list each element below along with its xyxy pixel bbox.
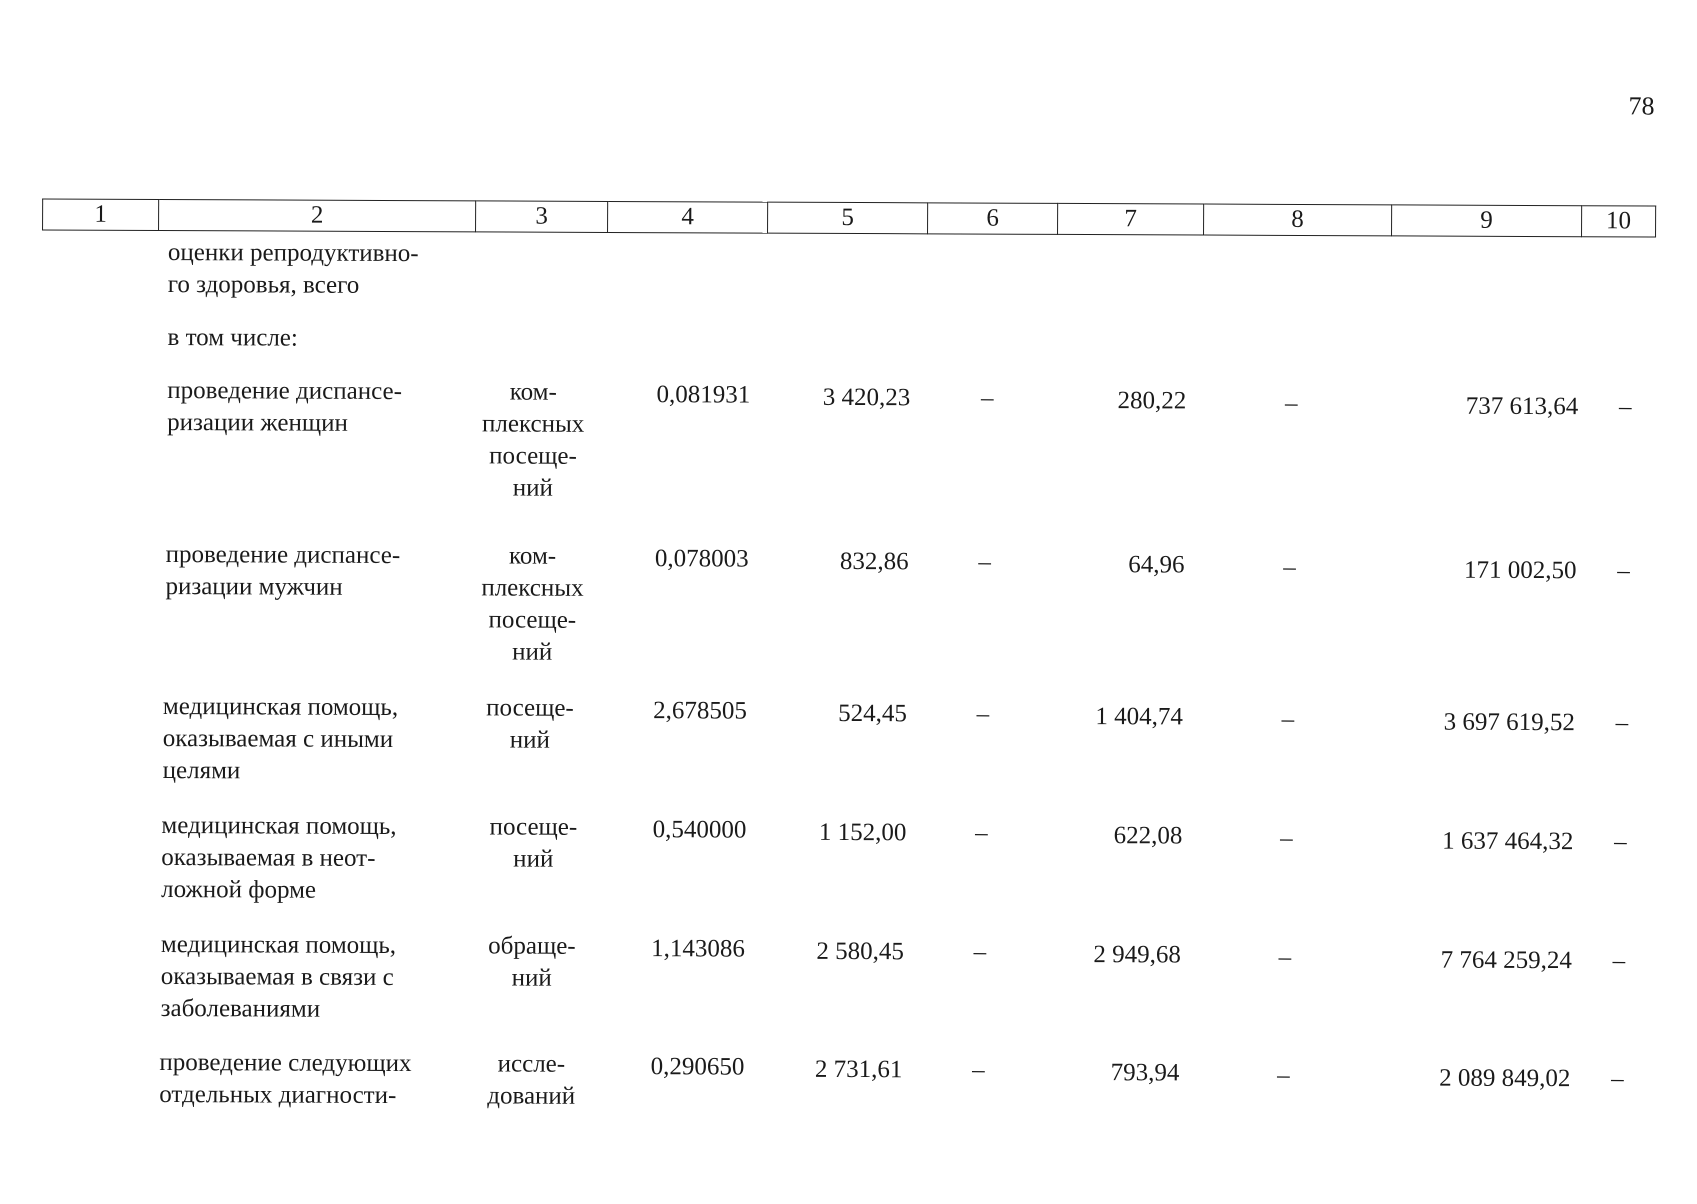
column-header: 3 [476, 201, 608, 233]
column-header: 1 [43, 199, 159, 231]
row-value-col5: 2 580,45 [816, 937, 904, 966]
row-value-col10: – [1618, 393, 1632, 421]
row-value-col7: 793,94 [1110, 1059, 1180, 1087]
row-description: проведение диспансе- ризации мужчин [165, 541, 401, 601]
row-value-col4: 2,678505 [653, 697, 748, 725]
column-header: 8 [1204, 204, 1392, 236]
column-header: 6 [928, 203, 1058, 235]
column-header: 9 [1392, 205, 1582, 237]
row-unit: обраще- ний [488, 932, 576, 992]
row-value-col9: 3 697 619,52 [1443, 708, 1575, 737]
row-description: медицинская помощь, оказываемая в неот- ложной форме [161, 812, 397, 904]
row-value-col9: 1 637 464,32 [1442, 827, 1574, 856]
row-value-col9: 2 089 849,02 [1439, 1064, 1571, 1093]
row-value-col7: 64,96 [1128, 551, 1185, 579]
section-title-line: оценки репродуктивно- [167, 239, 419, 268]
row-value-col8: – [1283, 553, 1296, 581]
subheading: в том числе: [167, 324, 298, 352]
row-value-col7: 280,22 [1117, 387, 1187, 415]
column-header: 10 [1582, 206, 1656, 237]
row-value-col4: 0,078003 [654, 545, 749, 573]
row-value-col8: – [1281, 705, 1295, 733]
row-description: проведение диспансе- ризации женщин [167, 377, 403, 437]
row-value-col6: – [972, 1056, 985, 1084]
row-value-col9: 737 613,64 [1465, 392, 1579, 421]
row-value-col10: – [1615, 709, 1629, 737]
row-unit: иссле- дований [487, 1050, 576, 1110]
column-header: 4 [608, 201, 768, 233]
row-value-col8: – [1280, 824, 1293, 852]
row-value-col6: – [975, 819, 988, 847]
row-value-col10: – [1611, 1065, 1624, 1093]
row-value-col8: – [1277, 1061, 1290, 1089]
row-value-col7: 622,08 [1113, 822, 1183, 850]
row-description: проведение следующих отдельных диагности- [159, 1049, 412, 1110]
row-value-col5: 832,86 [839, 547, 909, 576]
row-value-col6: – [973, 938, 987, 966]
row-value-col5: 1 152,00 [818, 818, 907, 847]
row-value-col6: – [976, 700, 990, 728]
row-description: медицинская помощь, оказываемая с иными целями [162, 693, 399, 785]
row-value-col6: – [978, 548, 991, 576]
column-header-row [42, 198, 1656, 237]
row-value-col5: 2 731,61 [814, 1055, 903, 1084]
row-unit: ком- плексных посеще- ний [481, 542, 584, 666]
row-unit: посеще- ний [486, 694, 574, 754]
row-value-col10: – [1612, 947, 1626, 975]
row-value-col4: 1,143086 [651, 935, 745, 963]
row-value-col10: – [1614, 828, 1627, 856]
row-value-col5: 3 420,23 [822, 383, 911, 412]
column-header: 7 [1058, 203, 1204, 235]
column-header: 2 [159, 199, 476, 231]
row-value-col10: – [1617, 557, 1630, 585]
column-header: 5 [768, 202, 928, 234]
row-value-col7: 1 404,74 [1095, 703, 1183, 731]
row-value-col4: 0,540000 [652, 816, 747, 844]
row-value-col5: 524,45 [838, 699, 907, 728]
row-value-col9: 171 002,50 [1464, 556, 1577, 585]
row-description: медицинская помощь, оказываемая в связи с заболеваниями [160, 931, 397, 1023]
row-value-col8: – [1284, 389, 1298, 417]
row-value-col4: 0,081931 [656, 381, 751, 409]
row-value-col9: 7 764 259,24 [1440, 946, 1572, 975]
row-value-col7: 2 949,68 [1093, 941, 1181, 969]
row-value-col6: – [981, 384, 994, 412]
row-value-col4: 0,290650 [650, 1053, 745, 1081]
section-title-line: го здоровья, всего [167, 271, 360, 299]
row-unit: посеще- ний [489, 813, 578, 873]
page-number: 78 [1628, 91, 1655, 121]
row-value-col8: – [1278, 943, 1292, 971]
row-unit: ком- плексных посеще- ний [482, 378, 585, 502]
